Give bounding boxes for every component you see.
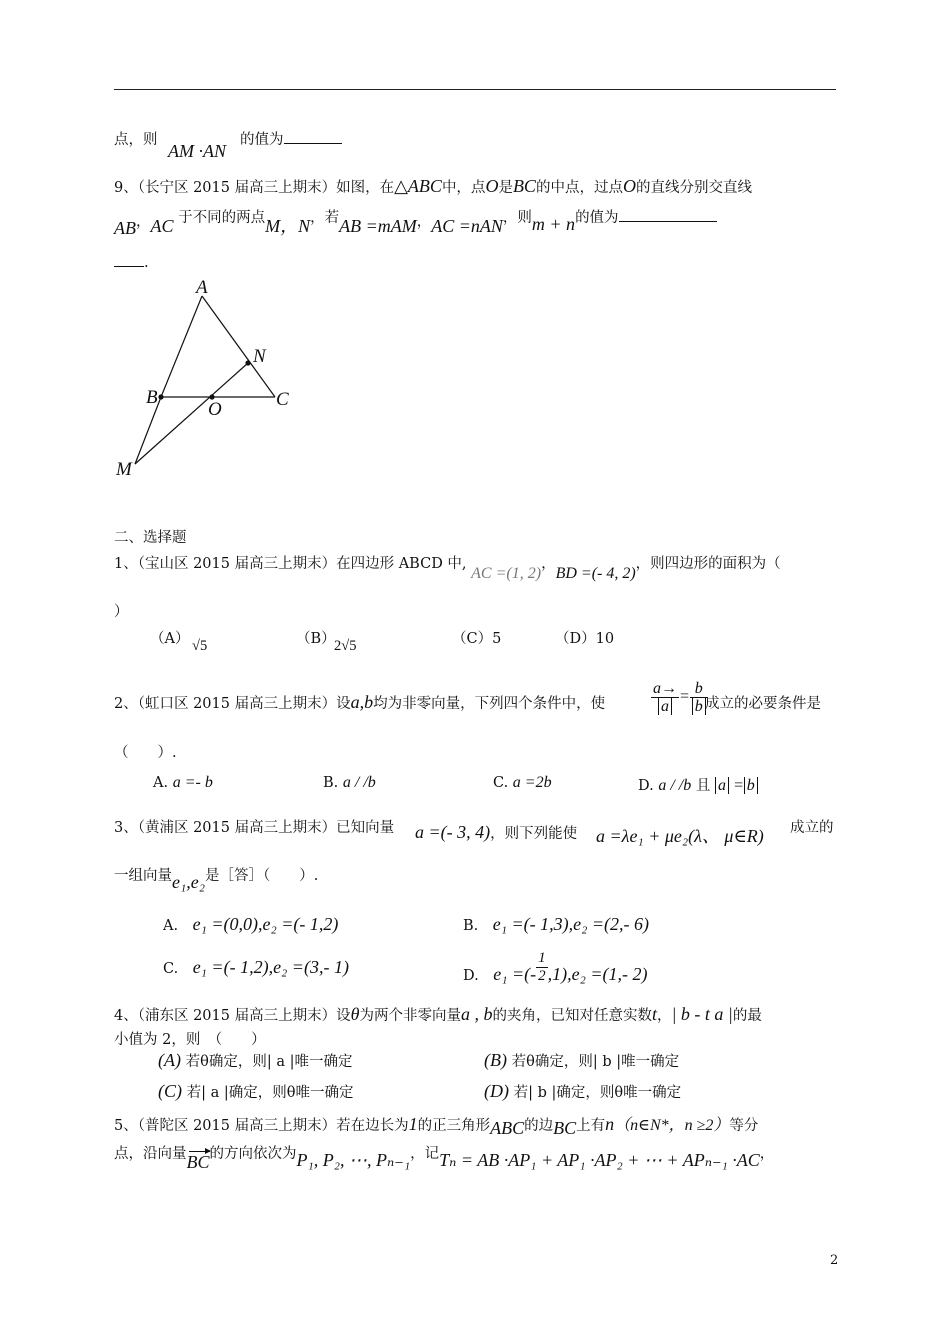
choice-1-option-B-label: （B） <box>296 631 336 647</box>
choice-3-option-D: D. e₁ =(- $\frac{1}{2}$ ,1),e₂ =(1,- 2) <box>463 950 648 984</box>
header-rule <box>114 89 836 90</box>
question-9-line1: 9、（长宁区 2015 届高三上期末）如图，在△ABC中，点O是BC的中点，过点O的直线分别交直线 <box>114 176 752 196</box>
choice-2-paren: （ ）. <box>114 745 177 761</box>
choice-3-line2: 一组向量e₁,e₂是［答］（ ）. <box>114 868 319 892</box>
label-A: A <box>196 277 208 298</box>
choice-2-option-C: C. a =2b <box>493 774 552 791</box>
choice-3-vector-a: a =(- 3, 4)，则下列能使 <box>415 822 578 842</box>
choice-1-line1: 1、（宝山区 2015 届高三上期末）在四边形 ABCD 中, AC =(1, 2)，BD =(- 4, 2)，则四边形的面积为（ <box>114 556 781 582</box>
choice-3-line1-tail: 成立的 <box>790 820 834 836</box>
label-N: N <box>253 346 266 367</box>
answer-blank <box>284 131 342 144</box>
choice-1-close: ） <box>114 604 129 620</box>
label-B: B <box>146 387 158 408</box>
choice-4-option-A: (A) 若θ确定，则| a |唯一确定 <box>158 1050 353 1070</box>
choice-2-line1-tail: 成立的必要条件是 <box>705 696 821 712</box>
choice-1-option-A-value: √5 <box>192 638 208 654</box>
label-C: C <box>276 389 289 410</box>
point-B <box>158 394 163 399</box>
choice-2-option-B: B. a / /b <box>323 774 376 791</box>
choice-3-option-B: B. e₁ =(- 1,3),e₂ =(2,- 6) <box>463 914 650 934</box>
fraction-b: $\frac{b}{b}$ <box>690 680 708 715</box>
label-M: M <box>116 459 132 480</box>
continuation-tail: 的值为 <box>240 128 342 149</box>
answer-blank-cont <box>114 254 144 267</box>
question-9-line2: AB，AC 于不同的两点M，N，若AB =mAM，AC =nAN，则m + n的值为 <box>114 206 717 232</box>
continuation-line: 点，则 <box>114 132 158 148</box>
choice-4-line1: 4、（浦东区 2015 届高三上期末）设θ为两个非零向量a , b的夹角，已知对任意实数t，| b - t a |的最 <box>114 1004 762 1024</box>
choice-2-line1: 2、（虹口区 2015 届高三上期末）设a,b均为非零向量，下列四个条件中，使 <box>114 692 606 712</box>
choice-1-option-A-label: （A） <box>150 631 190 647</box>
choice-5-line2: 点，沿向量BC的方向依次为P₁, P₂, ⋯, Pₙ₋₁，记Tₙ = AB ·AP₁ + AP₁ ·AP₂ + ⋯ + APₙ₋₁ ·AC， <box>114 1146 775 1172</box>
question-9-line3: . <box>114 254 149 271</box>
choice-3-line1: 3、（黄浦区 2015 届高三上期末）已知向量 <box>114 820 395 836</box>
point-N <box>245 360 250 365</box>
choice-4-line2: 小值为 2，则 （ ） <box>114 1032 266 1048</box>
abs-a-eq-abs-b: a = b <box>715 777 758 794</box>
choice-4-option-D: (D) 若| b |确定，则θ唯一确定 <box>484 1081 682 1101</box>
choice-1-option-B-value: 2√5 <box>334 638 357 654</box>
fraction-a: $\frac{a\to}{a}$ <box>653 680 677 715</box>
answer-blank <box>619 209 717 222</box>
fraction-half: $\frac{1}{2}$ <box>538 950 546 984</box>
choice-3-option-C: C. e₁ =(- 1,2),e₂ =(3,- 1) <box>163 957 349 977</box>
choice-1-option-D: （D）10 <box>555 631 615 647</box>
choice-2-option-D: D. a / /b 且 a = b <box>638 774 758 795</box>
choice-3-option-A: A. e₁ =(0,0),e₂ =(- 1,2) <box>163 914 339 934</box>
choice-2-fraction-expression: $\frac{a\to}{a}$ = $\frac{b}{b}$ <box>651 680 708 715</box>
choice-5-line1: 5、（普陀区 2015 届高三上期末）若在边长为1的正三角形ABC的边BC上有n（n∈N*，n ≥2）等分 <box>114 1114 759 1138</box>
label-O: O <box>208 399 222 420</box>
choice-1-option-C: （C）5 <box>452 631 502 647</box>
choice-3-equation: a =λe₁ + μe₂(λ、 μ∈R) <box>596 826 764 846</box>
page-number: 2 <box>830 1253 839 1268</box>
continuation-expr: AM ·AN <box>168 141 226 161</box>
choice-4-option-B: (B) 若θ确定，则| b |唯一确定 <box>484 1050 680 1070</box>
side-AB <box>161 296 202 397</box>
choice-4-option-C: (C) 若| a |确定，则θ唯一确定 <box>158 1081 354 1101</box>
section-title: 二、选择题 <box>114 530 187 546</box>
line-MN <box>135 363 248 464</box>
choice-2-option-A: A. a =- b <box>153 774 213 791</box>
triangle-figure <box>105 272 315 487</box>
